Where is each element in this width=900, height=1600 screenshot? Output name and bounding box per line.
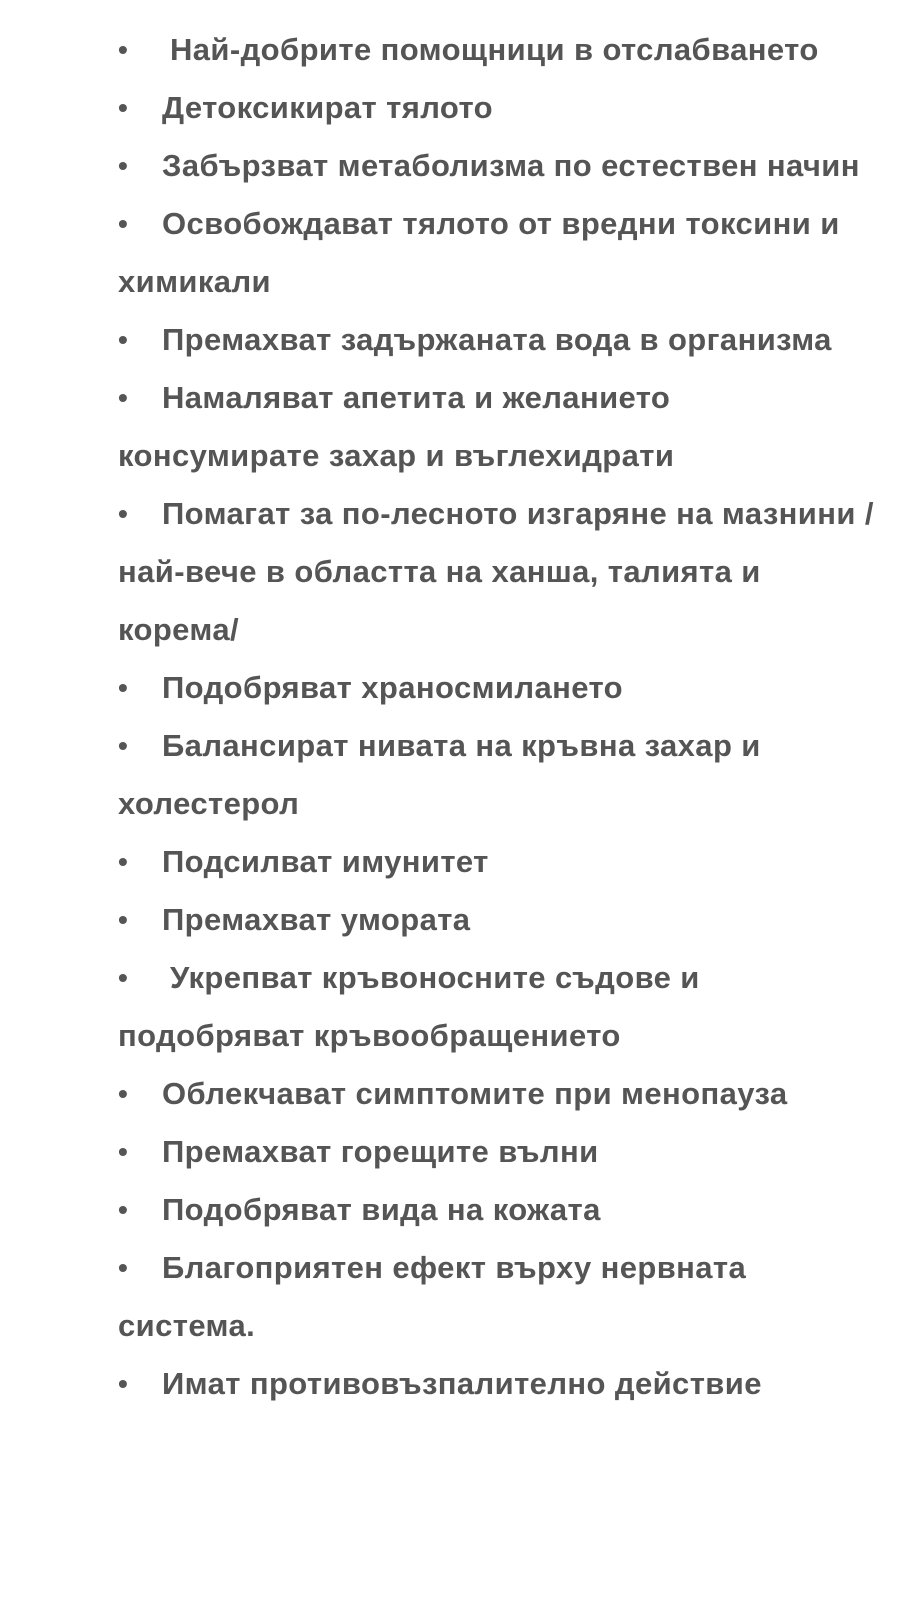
list-item [118, 1123, 878, 1181]
list-item-text: Премахват задържаната вода в организма [162, 322, 832, 357]
list-item [118, 311, 878, 369]
bullet-icon: • [118, 962, 129, 993]
bullet-icon: • [118, 1194, 129, 1225]
list-item [118, 891, 878, 949]
list-item-text: Благоприятен ефект върху нервната система. [118, 1250, 747, 1343]
list-item-text: Помагат за по-лесното изгаряне на мазнини /най-вече в областта на ханша, талията и корема/ [118, 496, 874, 647]
list-item [118, 1239, 878, 1355]
bullet-icon: • [118, 730, 129, 761]
bullet-icon: • [118, 150, 129, 181]
bullet-icon: • [118, 324, 129, 355]
list-item [118, 21, 878, 79]
list-item [118, 195, 878, 311]
list-item-text: Детоксикират тялото [162, 90, 493, 125]
list-item [118, 79, 878, 137]
bullet-icon: • [118, 498, 129, 529]
list-item-text: Имат противовъзпалително действие [162, 1366, 762, 1401]
list-item-text: Намаляват апетита и желанието консумирате захар и въглехидрати [118, 380, 675, 473]
list-item [118, 1065, 878, 1123]
list-item-text: Премахват горещите вълни [162, 1134, 599, 1169]
list-item-text: Облекчават симптомите при менопауза [162, 1076, 788, 1111]
list-item [118, 137, 878, 195]
list-item [118, 369, 878, 485]
list-item [118, 1355, 878, 1413]
bullet-icon: • [118, 1368, 129, 1399]
list-item-text: Укрепват кръвоносните съдове и подобряват кръвообращението [118, 960, 700, 1053]
bullet-icon: • [118, 904, 129, 935]
bullet-icon: • [118, 208, 129, 239]
list-item [118, 949, 878, 1065]
benefits-document [118, 21, 878, 1413]
list-item [118, 833, 878, 891]
bullet-icon: • [118, 1136, 129, 1167]
bullet-icon: • [118, 1252, 129, 1283]
list-item [118, 717, 878, 833]
bullet-icon: • [118, 846, 129, 877]
list-item [118, 1181, 878, 1239]
benefits-list [118, 21, 878, 1413]
list-item-text: Освобождават тялото от вредни токсини и химикали [118, 206, 840, 299]
list-item [118, 659, 878, 717]
list-item-text: Балансират нивата на кръвна захар и холестерол [118, 728, 761, 821]
bullet-icon: • [118, 92, 129, 123]
bullet-icon: • [118, 382, 129, 413]
bullet-icon: • [118, 672, 129, 703]
list-item-text: Премахват умората [162, 902, 471, 937]
list-item-text: Подобряват храносмилането [162, 670, 623, 705]
bullet-icon: • [118, 34, 129, 65]
list-item-text: Забързват метаболизма по естествен начин [162, 148, 860, 183]
bullet-icon: • [118, 1078, 129, 1109]
list-item-text: Подобряват вида на кожата [162, 1192, 601, 1227]
list-item [118, 485, 878, 659]
list-item-text: Подсилват имунитет [162, 844, 489, 879]
list-item-text: Най-добрите помощници в отслабването [170, 32, 819, 67]
